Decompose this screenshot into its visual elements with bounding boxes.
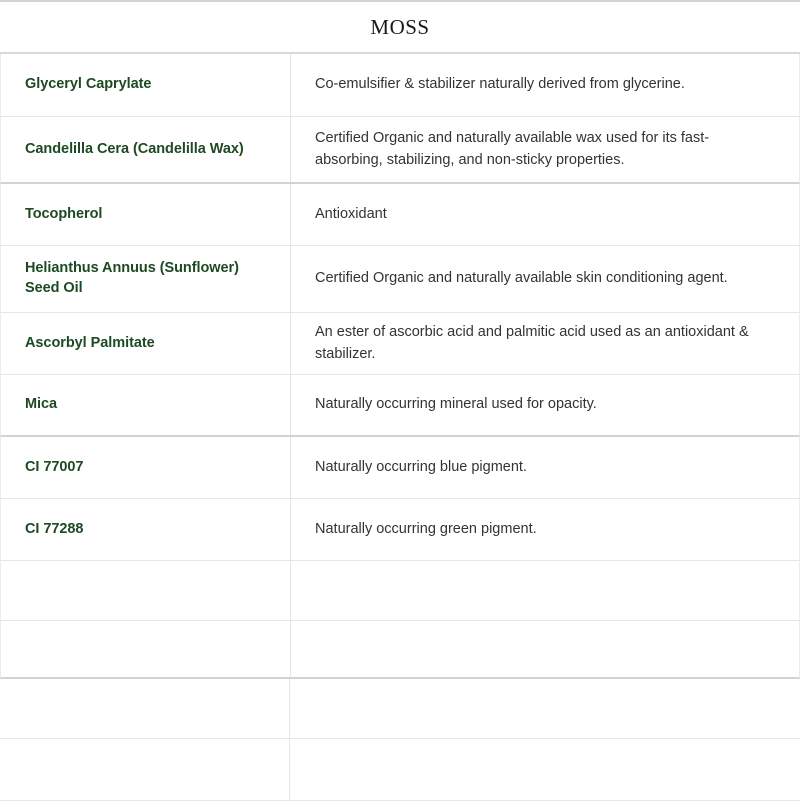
ingredient-name-cell [1, 375, 291, 435]
table-row [0, 499, 800, 561]
ingredient-description: Co-emulsifier & stabilizer naturally derived from glycerine. [315, 76, 685, 93]
ingredient-name: Tocopherol [25, 205, 103, 222]
ingredient-name-cell [1, 561, 291, 620]
ingredient-description: An ester of ascorbic acid and palmitic acid used as an antioxidant & stabilizer. [315, 324, 749, 362]
ingredient-name: CI 77288 [25, 520, 84, 537]
ingredient-name: Candelilla Cera (Candelilla Wax) [25, 140, 244, 157]
ingredient-name-cell [0, 739, 290, 800]
table-row [0, 437, 800, 499]
ingredient-description-cell [291, 621, 799, 677]
ingredient-description-cell [291, 117, 799, 182]
ingredient-name: Glyceryl Caprylate [25, 76, 152, 93]
table-header [0, 2, 800, 54]
ingredient-description-cell [291, 246, 799, 312]
ingredient-description-cell [291, 54, 799, 116]
ingredient-name: Helianthus Annuus (Sunflower) Seed Oil [25, 260, 239, 296]
table-row [0, 313, 800, 375]
ingredient-name-cell [1, 246, 291, 312]
ingredient-description-cell [291, 561, 799, 620]
ingredient-description-cell [291, 375, 799, 435]
table-row [0, 739, 800, 801]
ingredient-name-cell [1, 437, 291, 498]
ingredient-description: Naturally occurring mineral used for opacity. [315, 396, 597, 413]
ingredient-description: Certified Organic and naturally available skin conditioning agent. [315, 270, 728, 287]
ingredient-name-cell [1, 313, 291, 374]
table-row [0, 117, 800, 184]
ingredient-description-cell [291, 499, 799, 560]
table-row [0, 621, 800, 679]
ingredient-name-cell [1, 499, 291, 560]
ingredient-description-cell [291, 184, 799, 245]
ingredient-description-cell [291, 313, 799, 374]
ingredient-name-cell [0, 679, 290, 738]
table-row [0, 375, 800, 437]
ingredient-description: Naturally occurring blue pigment. [315, 458, 527, 475]
table-row [0, 54, 800, 117]
ingredient-description-cell [291, 437, 799, 498]
ingredient-description-cell [290, 679, 800, 738]
ingredient-name: Mica [25, 396, 58, 413]
ingredient-name: CI 77007 [25, 458, 84, 475]
ingredient-name: Ascorbyl Palmitate [25, 334, 155, 351]
page-title: MOSS [370, 14, 430, 39]
ingredient-name-cell [1, 54, 291, 116]
ingredient-name-cell [1, 117, 291, 182]
ingredient-name-cell [1, 184, 291, 245]
ingredient-description: Certified Organic and naturally available wax used for its fast-absorbing, stabilizing, and non-sticky properties. [315, 130, 710, 168]
ingredient-description: Naturally occurring green pigment. [315, 520, 537, 537]
ingredient-description-cell [290, 739, 800, 800]
table-row [0, 246, 800, 313]
table-body [0, 54, 800, 801]
table-row [0, 184, 800, 246]
table-row [0, 561, 800, 621]
table-row [0, 679, 800, 739]
ingredient-name-cell [1, 621, 291, 677]
ingredient-description: Antioxidant [315, 205, 387, 222]
